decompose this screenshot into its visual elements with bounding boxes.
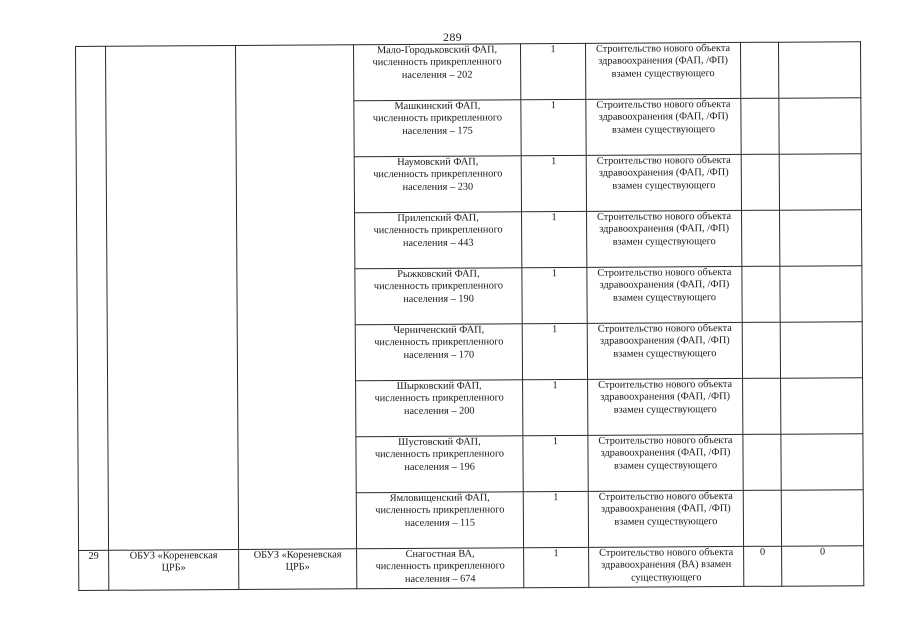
work-type-line: здравоохранения (ФАП, /ФП) <box>598 167 729 180</box>
work-type-line: Строительство нового объекта <box>597 322 732 335</box>
value-cell <box>743 378 781 434</box>
work-type-cell <box>586 154 741 211</box>
value-cell <box>741 98 779 154</box>
facility-name-line: численность прикрепленного <box>374 392 504 405</box>
facility-name-cell <box>355 212 522 269</box>
work-type-line: здравоохранения (ФАП, /ФП) <box>600 503 731 516</box>
value-cell <box>742 266 780 322</box>
value-cell <box>781 378 863 434</box>
work-type-cell <box>588 490 743 547</box>
value-cell <box>779 154 861 210</box>
work-type-line: взамен существующего <box>612 291 717 304</box>
facility-name-line: численность прикрепленного <box>373 280 504 293</box>
count-cell: 1 <box>523 491 588 547</box>
work-type-line: здравоохранения (ФАП, /ФП) <box>599 335 730 348</box>
work-type-cell <box>587 322 742 379</box>
facility-name-line: Шырковский ФАП, <box>396 380 482 393</box>
facility-name-cell <box>355 268 522 325</box>
value-cell <box>780 210 862 266</box>
work-type-line: взамен существующего <box>613 347 717 360</box>
work-type-line: Строительство нового объекта <box>596 98 731 111</box>
facility-name-cell <box>353 44 520 101</box>
work-type-line: взамен существующего <box>611 67 715 80</box>
facility-name-line: населения – 443 <box>402 237 474 249</box>
facility-name-line: Прилепский ФАП, <box>397 212 479 225</box>
facility-table <box>75 41 864 591</box>
facility-name-line: населения – 202 <box>401 69 473 81</box>
work-type-line: Строительство нового объекта <box>598 378 733 391</box>
work-type-line: взамен существующего <box>614 459 718 472</box>
facility-name-cell <box>354 156 521 213</box>
facility-name-cell <box>354 100 521 157</box>
organization-cell <box>106 46 239 551</box>
facility-name-line: численность прикрепленного <box>373 224 503 237</box>
count-cell: 1 <box>523 435 588 491</box>
value-cell <box>742 210 780 266</box>
facility-name-line: Мало-Городьковский ФАП, <box>376 44 498 57</box>
work-type-line: Строительство нового объекта <box>599 546 734 559</box>
facility-name-line: населения – 115 <box>404 517 476 529</box>
page-number: 289 <box>443 30 462 44</box>
count-cell: 1 <box>522 211 587 267</box>
work-type-line: существующего <box>631 571 702 584</box>
count-cell: 1 <box>523 379 588 435</box>
work-type-line: Строительство нового объекта <box>595 42 731 55</box>
facility-name-line: численность прикрепленного <box>373 168 503 181</box>
work-type-line: здравоохранения (ФАП, /ФП) <box>599 223 730 236</box>
work-type-cell <box>587 210 742 267</box>
value-cell <box>743 490 781 546</box>
value-cell <box>779 98 861 154</box>
customer-cell <box>236 45 357 550</box>
work-type-line: Строительство нового объекта <box>598 434 733 447</box>
customer-line: ОБУЗ «Кореневская <box>253 549 342 561</box>
work-type-line: Строительство нового объекта <box>598 490 733 503</box>
count-cell: 1 <box>521 155 586 211</box>
count-cell: 1 <box>522 323 587 379</box>
organization-line: ЦРБ» <box>161 562 186 574</box>
facility-name-line: населения – 674 <box>404 573 476 585</box>
value-cell <box>741 154 779 210</box>
facility-name-line: Рыжковский ФАП, <box>397 268 480 281</box>
organization-cell <box>109 550 239 591</box>
facility-name-line: Шустовский ФАП, <box>398 436 481 449</box>
facility-name-cell <box>357 548 524 589</box>
work-type-line: Строительство нового объекта <box>596 154 731 167</box>
value-cell <box>780 266 862 322</box>
facility-name-line: населения – 230 <box>402 181 474 193</box>
facility-name-line: Ямловищенский ФАП, <box>389 492 490 505</box>
work-type-line: здравоохранения (ФАП, /ФП) <box>598 55 729 68</box>
work-type-line: здравоохранения (ФАП, /ФП) <box>598 111 729 124</box>
facility-name-line: Наумовский ФАП, <box>397 156 479 169</box>
work-type-line: взамен существующего <box>611 123 716 136</box>
facility-name-line: Черниченский ФАП, <box>393 324 485 337</box>
work-type-cell <box>587 266 742 323</box>
facility-name-line: Машкинский ФАП, <box>394 100 481 113</box>
facility-name-line: численность прикрепленного <box>375 504 505 517</box>
table-row-29 <box>79 546 864 591</box>
facility-name-line: численность прикрепленного <box>375 560 505 573</box>
work-type-cell <box>588 434 743 491</box>
row-number-cell <box>76 46 109 550</box>
facility-name-cell <box>356 380 523 437</box>
organization-line: ОБУЗ «Кореневская <box>129 550 218 562</box>
facility-name-line: Снагостная ВА, <box>405 548 475 560</box>
work-type-line: взамен существующего <box>612 235 716 248</box>
value-cell <box>780 322 862 378</box>
count-cell: 1 <box>522 267 587 323</box>
count-cell: 1 <box>520 43 585 99</box>
value-cell <box>781 490 863 546</box>
work-type-line: взамен существующего <box>612 179 716 192</box>
facility-name-line: численность прикрепленного <box>372 56 502 69</box>
work-type-cell <box>589 546 744 587</box>
table-row <box>76 42 861 103</box>
work-type-cell <box>588 378 743 435</box>
customer-line: ЦРБ» <box>285 561 310 574</box>
work-type-line: Строительство нового объекта <box>597 210 732 223</box>
facility-name-line: населения – 196 <box>404 461 475 473</box>
facility-name-line: численность прикрепленного <box>374 336 504 349</box>
facility-name-line: населения – 190 <box>403 293 474 305</box>
facility-name-line: численность прикрепленного <box>372 112 503 125</box>
value-cell <box>781 434 863 490</box>
work-type-cell <box>585 42 740 99</box>
count-cell: 1 <box>524 547 589 587</box>
facility-name-line: населения – 170 <box>403 349 475 361</box>
work-type-cell <box>586 98 741 155</box>
facility-name-cell <box>356 436 523 493</box>
customer-cell <box>239 549 357 590</box>
count-cell: 1 <box>521 99 586 155</box>
facility-name-line: численность прикрепленного <box>374 448 505 461</box>
value-cell: 0 <box>782 546 864 587</box>
work-type-line: здравоохранения (ФАП, /ФП) <box>600 391 731 404</box>
facility-name-line: населения – 200 <box>403 405 475 417</box>
row-number-cell: 29 <box>79 550 109 590</box>
value-cell: 0 <box>744 546 782 586</box>
work-type-line: здравоохранения (ФАП, /ФП) <box>600 447 731 460</box>
value-cell <box>742 322 780 378</box>
work-type-line: взамен существующего <box>614 515 718 528</box>
facility-name-cell <box>355 324 522 381</box>
facility-name-cell <box>356 492 523 549</box>
work-type-line: здравоохранения (ФАП, /ФП) <box>599 279 730 292</box>
value-cell <box>743 434 781 490</box>
work-type-line: взамен существующего <box>613 403 717 416</box>
value-cell <box>778 42 860 98</box>
work-type-line: здравоохранения (ВА) взамен <box>601 559 732 572</box>
work-type-line: Строительство нового объекта <box>597 266 732 279</box>
value-cell <box>740 42 778 98</box>
facility-name-line: населения – 175 <box>402 125 473 137</box>
